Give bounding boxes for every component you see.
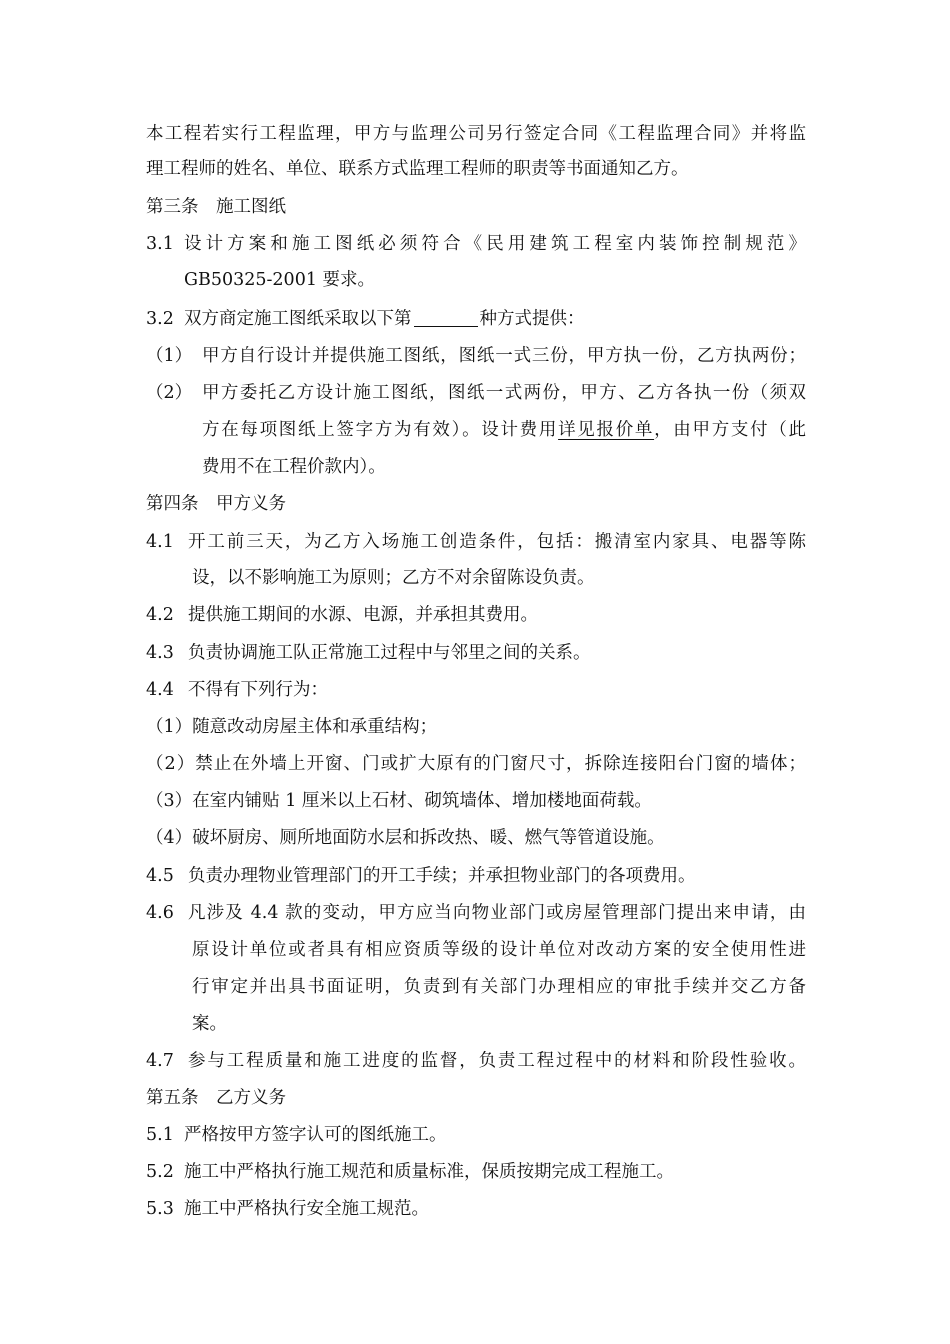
section-number: 4.3 [146,643,174,663]
section-number: 3.2 [146,309,174,329]
section-number: 5.2 [146,1162,174,1182]
section-4-4-text: 不得有下列行为： [188,680,328,700]
section-number: 4.6 [146,903,174,923]
section-number: 4.7 [146,1051,174,1071]
section-4-2-text: 提供施工期间的水源、电源，并承担其费用。 [188,605,538,625]
section-4-7-text: 参与工程质量和施工进度的监督，负责工程过程中的材料和阶段性验收。 [188,1051,806,1071]
section-4-1-text: 开工前三天，为乙方入场施工创造条件，包括：搬清室内家具、电器等陈 [188,532,806,552]
section-4-6-text: 凡涉及 4.4 款的变动，甲方应当向物业部门或房屋管理部门提出来申请，由 [188,903,806,923]
article-5-heading: 第五条 乙方义务 [146,1088,286,1108]
list-item: （2）禁止在外墙上开窗、门或扩大原有的门窗尺寸，拆除连接阳台门窗的墙体； [146,754,806,774]
section-number: 4.1 [146,532,174,552]
article-4-heading: 第四条 甲方义务 [146,494,286,514]
paragraph-line: 理工程师的姓名、单位、联系方式监理工程师的职责等书面通知乙方。 [146,159,689,179]
section-number: 5.1 [146,1125,174,1145]
section-4-6-text-cont: 行审定并出具书面证明，负责到有关部门办理相应的审批手续并交乙方备 [192,977,806,997]
option-2-text: 甲方委托乙方设计施工图纸，图纸一式两份，甲方、乙方各执一份（须双 [202,383,806,403]
option-2-text-end: 费用不在工程价款内）。 [202,457,386,477]
section-number: 4.2 [146,605,174,625]
list-item: （4）破坏厨房、厕所地面防水层和拆改热、暖、燃气等管道设施。 [146,828,665,848]
section-4-5-text: 负责办理物业管理部门的开工手续；并承担物业部门的各项费用。 [188,866,696,886]
option-2-text-cont [202,418,806,442]
section-number: 3.1 [146,234,174,254]
list-item: （3）在室内铺贴 1 厘米以上石材、砌筑墙体、增加楼地面荷载。 [146,791,652,811]
fill-in-blank[interactable] [414,308,478,327]
quotation-link[interactable]: 详见报价单 [558,420,655,440]
section-3-2-text [184,307,585,331]
section-3-2-text-b: 种方式提供： [479,309,585,329]
article-3-heading: 第三条 施工图纸 [146,197,286,217]
paragraph-line: 本工程若实行工程监理，甲方与监理公司另行签定合同《工程监理合同》并将监 [146,124,806,144]
section-number: 4.5 [146,866,174,886]
section-4-6-text-cont: 原设计单位或者具有相应资质等级的设计单位对改动方案的安全使用性进 [192,940,806,960]
section-3-2-text-a: 双方商定施工图纸采取以下第 [184,309,412,329]
section-5-3-text: 施工中严格执行安全施工规范。 [184,1199,429,1219]
section-number: 5.3 [146,1199,174,1219]
section-4-1-text-cont: 设，以不影响施工为原则；乙方不对余留陈设负责。 [192,568,595,588]
option-2-text-b2: ，由甲方支付（此 [654,420,807,440]
section-3-1-text: 设计方案和施工图纸必须符合《民用建筑工程室内装饰控制规范》 [184,234,806,254]
section-3-1-text-cont: GB50325-2001 要求。 [184,270,376,290]
section-4-3-text: 负责协调施工队正常施工过程中与邻里之间的关系。 [188,643,591,663]
section-5-1-text: 严格按甲方签字认可的图纸施工。 [184,1125,447,1145]
section-5-2-text: 施工中严格执行施工规范和质量标准，保质按期完成工程施工。 [184,1162,674,1182]
option-1-text: 甲方自行设计并提供施工图纸，图纸一式三份，甲方执一份，乙方执两份； [202,346,806,366]
option-2-text-b1: 方在每项图纸上签字方为有效）。设计费用 [202,420,559,440]
item-number: （2） [146,383,193,403]
section-4-6-text-end: 案。 [192,1014,227,1034]
list-item: （1）随意改动房屋主体和承重结构； [146,717,438,737]
section-number: 4.4 [146,680,174,700]
item-number: （1） [146,346,193,366]
